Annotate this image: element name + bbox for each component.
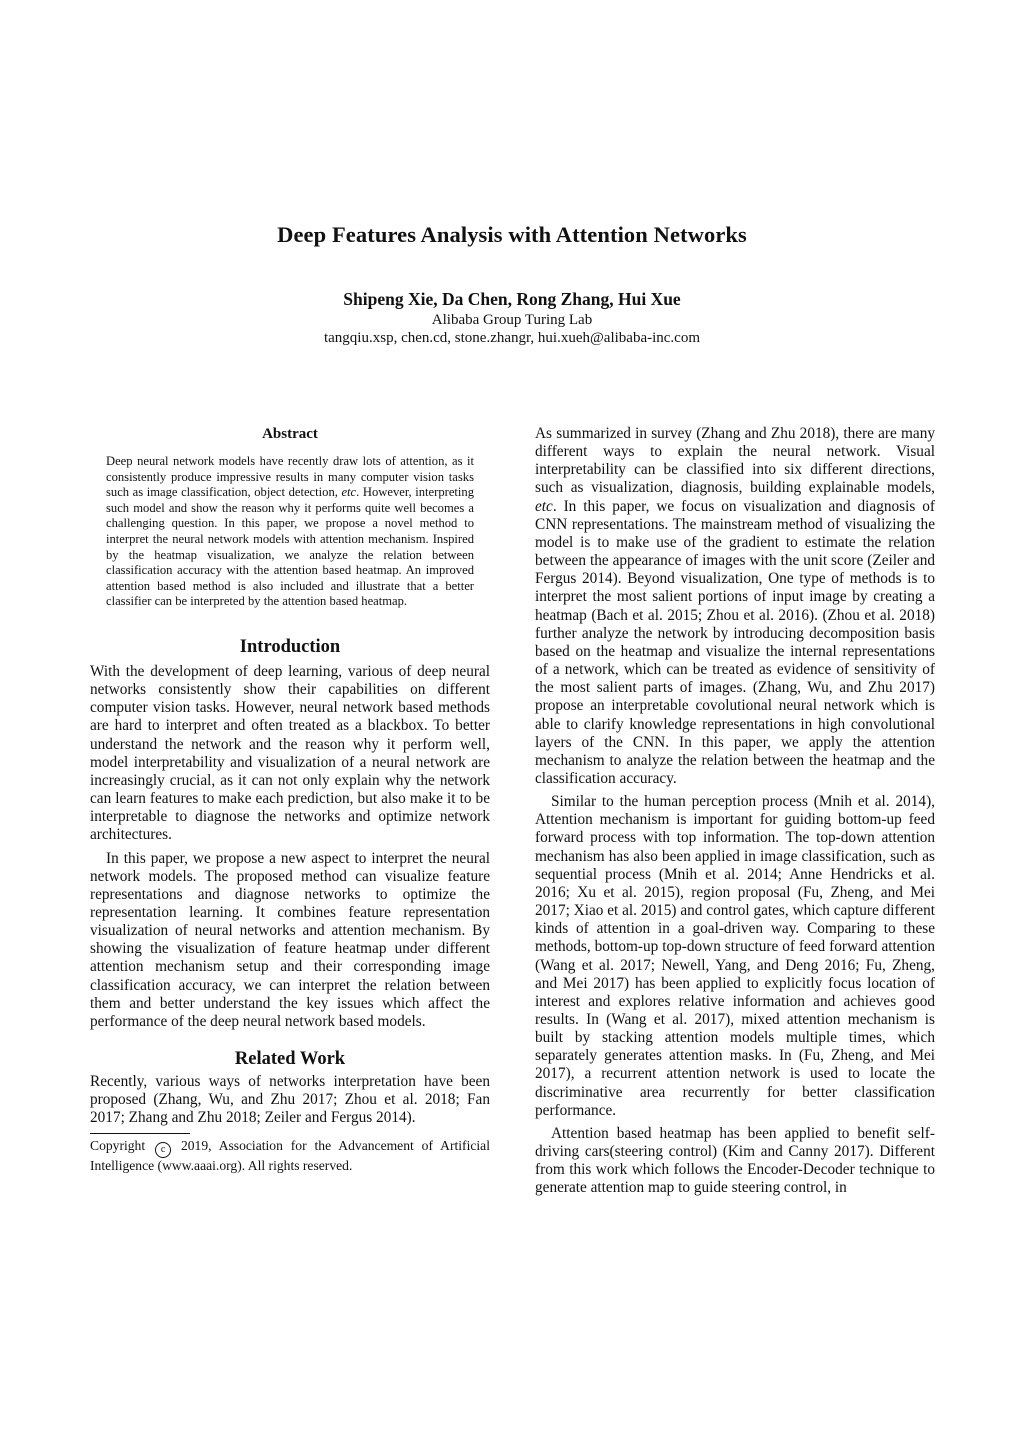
related-work-heading: Related Work [234,1049,346,1070]
paper-authors: Shipeng Xie, Da Chen, Rong Zhang, Hui Xue [343,289,681,309]
copyright-word: Copyright [90,1137,146,1153]
related-work-etc: etc [535,497,553,515]
copyright-text: 2019, Association for the Advancement of Artificial Intelligence (www.aaai.org). All rights reserved. [90,1137,490,1173]
copyright-icon: c [155,1142,171,1158]
abstract-heading: Abstract [262,426,318,442]
paper-title: Deep Features Analysis with Attention Networks [277,222,747,247]
left-column [90,425,490,1174]
related-work-paragraph-1: Recently, various ways of networks interpretation have been proposed (Zhang, Wu, and Zhu 2017; Zhou et al. 2018; Fan 2017; Zhang and Zhu 2018; Zeiler and Fergus 2014). [90,1073,490,1127]
introduction-paragraph-2: In this paper, we propose a new aspect to interpret the neural network models. The proposed method can visualize feature representations and diagnose networks to optimize the representation learning. It combines feature representation visualization of neural networks and attention mechanism. By showing the visualization of feature heatmap under different attention mechanism setup and their corresponding image classification accuracy, we can interpret the relation between them and better understand the key issues which affect the performance of the deep neural network based models. [90,849,490,1030]
abstract-text-part1: Deep neural network models have recently draw lots of attention, as it consistently produce impressive results in many computer vision tasks such as image classification, object detection, [106,454,474,500]
right-column [535,425,935,1198]
related-work-p2-part2: . In this paper, we focus on visualization and diagnosis of CNN representations. The mainstream method of visualizing the model is to make use of the gradient to estimate the relation between the appearance of images with the unit score (Zeiler and Fergus 2014). Beyond visualization, One type of methods is to interpret the most salient portions of input image by creating a heatmap (Bach et al. 2015; Zhou et al. 2016). (Zhou et al. 2018) further analyze the network by introducing decomposition basis based on the heatmap and visualize the internal representations of a network, which can be treated as evidence of sensitivity of the most salient parts of images. (Zhang, Wu, and Zhu 2017) propose an interpretable covolutional neural network which is able to clarify knowledge representations in high convolutional layers of the CNN. In this paper, we apply the attention mechanism to analyze the relation between the heatmap and the classification accuracy. [535,497,935,787]
abstract-text-part2: . However, interpreting such model and show the reason why it performs quite well becomes a challenging question. In this paper, we propose a novel method to interpret the neural network models with attention mechanism. Inspired by the heatmap visualization, we analyze the relation between classification accuracy with the attention based heatmap. An improved attention based method is also included and illustrate that a better classifier can be interpreted by the attention based heatmap. [106,485,475,609]
abstract-etc: etc [341,485,357,500]
related-work-paragraph-4: Attention based heatmap has been applied to benefit self-driving cars(steering control) (Kim and Canny 2017). Different from this work which follows the Encoder-Decoder technique to generate attention map to guide steering control, in [535,1124,935,1197]
related-work-paragraph-2 [535,425,935,788]
footnote-rule [90,1133,190,1134]
abstract-text [106,454,474,610]
related-work-paragraph-3: Similar to the human perception process (Mnih et al. 2014), Attention mechanism is important for guiding bottom-up feed forward process with top information. The top-down attention mechanism has also been applied in image classification, such as sequential process (Mnih et al. 2014; Anne Hendricks et al. 2016; Xu et al. 2015), region proposal (Fu, Zheng, and Mei 2017; Xiao et al. 2015) and control gates, which capture different kinds of attention in a goal-driven way. Comparing to these methods, bottom-up top-down structure of feed forward attention (Wang et al. 2017; Newell, Yang, and Deng 2016; Fu, Zheng, and Mei 2017) has been applied to explicitly focus location of interest and explores relative information and achieves good results. In (Wang et al. 2017), mixed attention mechanism is built by stacking attention models multiple times, which separately generates attention masks. In (Fu, Zheng, and Mei 2017), a recurrent attention network is used to locate the discriminative area recurrently for better classification performance. [535,793,935,1119]
introduction-paragraph-1: With the development of deep learning, various of deep neural networks consistently show their capabilities on different computer vision tasks. However, neural network based methods are hard to interpret and often treated as a blackbox. To better understand the network and the reason why it perform well, model interpretability and visualization of a neural network are increasingly crucial, as it can not only explain why the network can learn features to make each prediction, but also make it to be interpretable to diagnose the networks and optimize network architectures. [90,662,490,844]
related-work-p2-part1: As summarized in survey (Zhang and Zhu 2018), there are many different ways to explain the neural network. Visual interpretability can be classified into six different directions, such as visualization, diagnosis, building explainable models, [535,425,935,497]
author-block [0,311,1024,347]
copyright-footnote [90,1138,490,1175]
author-emails: tangqiu.xsp, chen.cd, stone.zhangr, hui.xueh@alibaba-inc.com [323,330,701,346]
introduction-heading: Introduction [239,636,341,657]
affiliation: Alibaba Group Turing Lab [431,312,593,328]
